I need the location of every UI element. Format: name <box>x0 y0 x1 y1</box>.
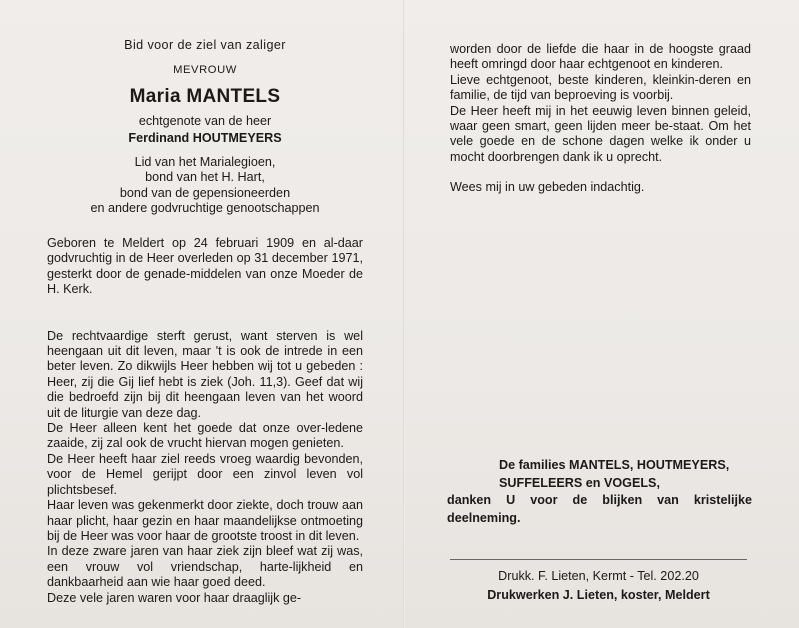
prayer-paragraph: De Heer alleen kent het goede dat onze over-ledene zaaide, zij zal ook de vrucht hiervan mogen genieten. <box>47 421 363 451</box>
printer-line: Drukwerken J. Lieten, koster, Meldert <box>487 588 710 602</box>
prayer-paragraph: De Heer heeft haar ziel reeds vroeg waardig bevonden, voor de Hemel gerijpt door een zinvol leven vol plichtsbesef. <box>47 451 363 497</box>
right-page <box>450 42 751 196</box>
family-thanks <box>447 457 752 527</box>
closing-line: Wees mij in uw gebeden indachtig. <box>450 180 645 195</box>
divider <box>450 559 747 560</box>
deceased-name: Maria MANTELS <box>129 85 281 107</box>
thanks-text: danken U voor de blijken van kristelijke deelneming. <box>447 493 752 525</box>
prayer-text-left <box>47 329 363 606</box>
prayer-paragraph: De Heer heeft mij in het eeuwig leven binnen geleid, waar geen smart, geen lijden meer be-staat. Om het vele goede en de schone dagen welke ik onder u mocht doorbrengen dank ik u oprecht. <box>450 103 751 164</box>
thanks-families-line: De families MANTELS, HOUTMEYERS, <box>499 458 730 472</box>
printer-line: Drukk. F. Lieten, Kermt - Tel. 202.20 <box>498 569 699 583</box>
association-line: Lid van het Marialegioen, <box>134 154 276 169</box>
title-word: MEVROUW <box>173 64 237 77</box>
thanks-families-line: SUFFELEERS en VOGELS, <box>499 475 660 490</box>
prayer-paragraph: In deze zware jaren van haar ziek zijn bleef wat zij was, een vrouw vol vriendschap, harte-lijkheid en dankbaarheid aan wie haar goed deed. <box>47 544 363 590</box>
prayer-paragraph: Lieve echtgenoot, beste kinderen, kleinkin-deren en familie, de tijd van beproeving is voorbij. <box>450 72 751 103</box>
prayer-paragraph: worden door de liefde die haar in de hoogste graad heeft omringd door haar echtgenoot en kinderen. <box>450 42 751 72</box>
card-fold <box>403 0 405 628</box>
association-line: bond van het H. Hart, <box>145 170 265 185</box>
associations <box>47 155 363 217</box>
association-line: en andere godvruchtige genootschappen <box>90 201 320 216</box>
spouse-intro: echtgenote van de heer <box>138 113 272 128</box>
intro-line: Bid voor de ziel van zaliger <box>124 38 286 52</box>
prayer-paragraph: De rechtvaardige sterft gerust, want sterven is wel heengaan uit dit leven, maar 't is ook de intrede in een beter leven. Zo dikwijls Heer hebben wij tot u gebeden : Heer, zij die Gij lief hebt is ziek (Joh. 11,3). Geef dat wij die bedroefd zijn bij dit heengaan leven van het woord uit de liturgie van deze dag. <box>47 328 363 420</box>
printer-credits <box>450 567 747 605</box>
prayer-paragraph: Deze vele jaren waren voor haar draaglijk ge- <box>47 590 302 605</box>
association-line: bond van de gepensioneerden <box>119 185 291 200</box>
left-page <box>47 38 363 606</box>
prayer-paragraph: Haar leven was gekenmerkt door ziekte, doch trouw aan haar plicht, haar gezin en haar maandelijkse ontmoeting bij de Heer was voor haar de grootste troost in dit leven. <box>47 498 363 543</box>
birth-death-paragraph: Geboren te Meldert op 24 februari 1909 en al-daar godvruchtig in de Heer overleden op 31 december 1971, gesterkt door de genade-middelen van onze Moeder de H. Kerk. <box>47 236 363 297</box>
spouse-name: Ferdinand HOUTMEYERS <box>128 131 282 146</box>
